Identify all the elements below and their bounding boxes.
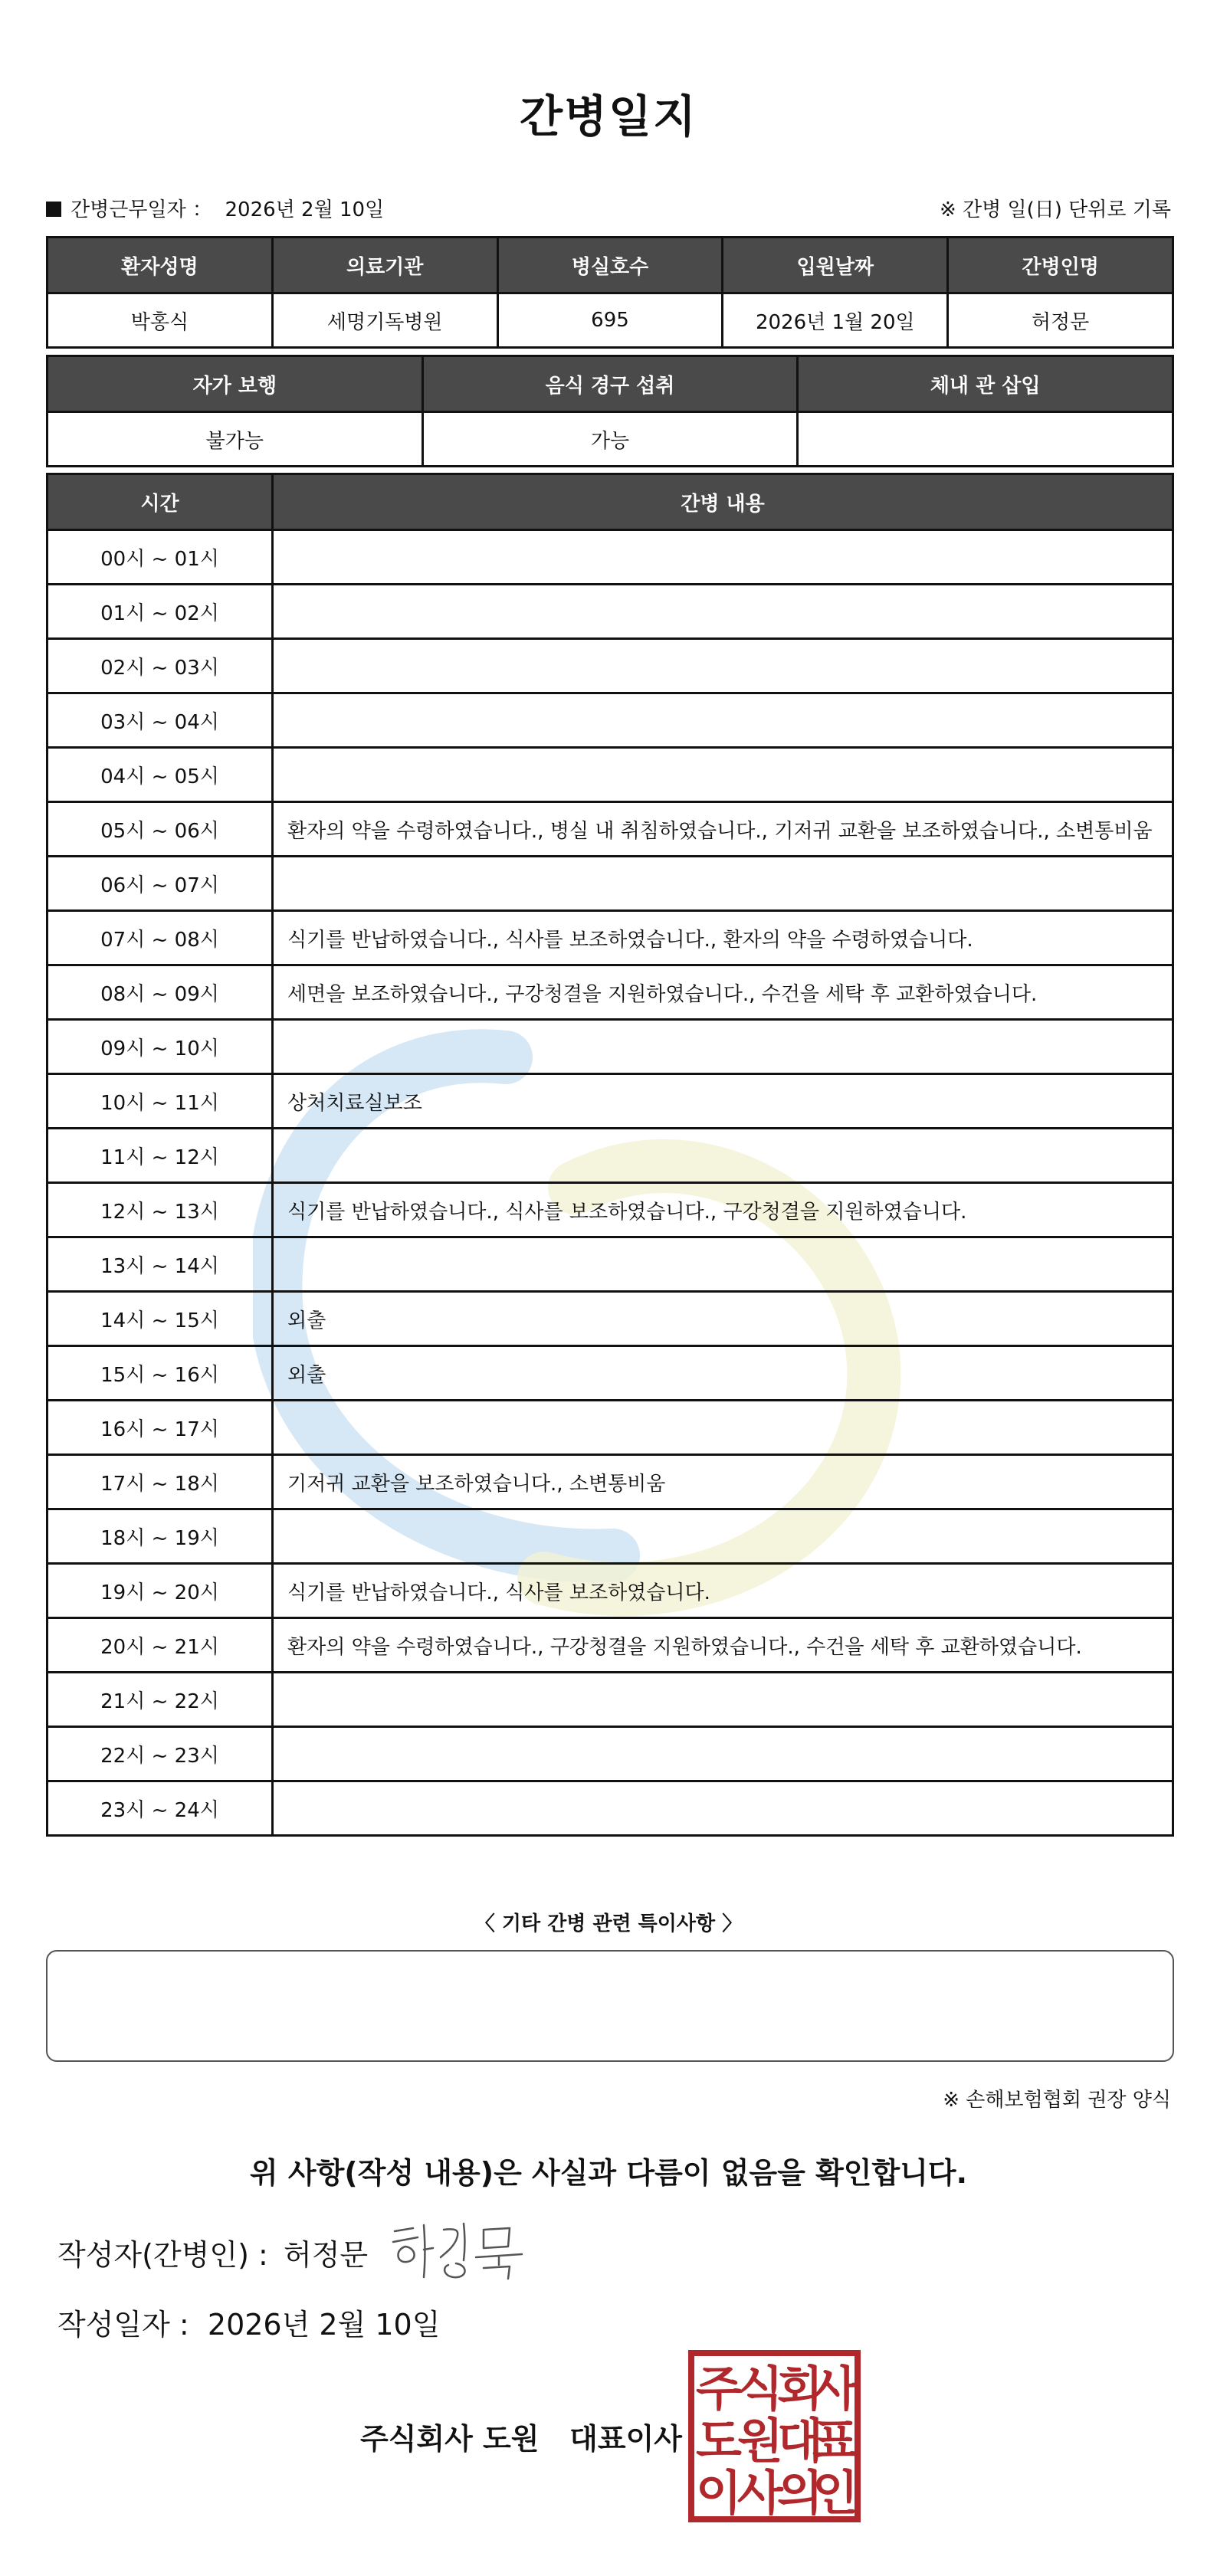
- log-time: 14시 ~ 15시: [48, 1292, 273, 1346]
- care-log-table: [46, 473, 1174, 1837]
- patient-info-table: [46, 236, 1174, 349]
- log-content: [273, 585, 1173, 639]
- writer-label: 작성자(간병인) :: [57, 2238, 268, 2272]
- log-time: 16시 ~ 17시: [48, 1401, 273, 1455]
- log-row: [48, 1781, 1173, 1836]
- confirmation-statement: 위 사항(작성 내용)은 사실과 다름이 없음을 확인합니다.: [249, 2156, 968, 2190]
- log-row: [48, 1618, 1173, 1673]
- log-content: 식기를 반납하였습니다., 식사를 보조하였습니다., 환자의 약을 수령하였습니다.: [273, 911, 1173, 965]
- svg-text:사: 사: [812, 2361, 858, 2417]
- header-oral-intake: 음식 경구 섭취: [422, 356, 798, 412]
- log-row: [48, 530, 1173, 585]
- log-time: 20시 ~ 21시: [48, 1618, 273, 1673]
- log-content: [273, 1727, 1173, 1781]
- log-row: [48, 1564, 1173, 1618]
- log-content: [273, 1781, 1173, 1836]
- svg-text:표: 표: [812, 2413, 858, 2469]
- log-time: 22시 ~ 23시: [48, 1727, 273, 1781]
- log-content: 식기를 반납하였습니다., 식사를 보조하였습니다., 구강청결을 지원하였습니다.: [273, 1183, 1173, 1237]
- log-content: 세면을 보조하였습니다., 구강청결을 지원하였습니다., 수건을 세탁 후 교환하였습니다.: [273, 965, 1173, 1020]
- hospital-name: 세명기독병원: [272, 293, 497, 348]
- log-time: 07시 ~ 08시: [48, 911, 273, 965]
- log-time: 10시 ~ 11시: [48, 1074, 273, 1129]
- write-date-line: [57, 2301, 440, 2343]
- log-content: [273, 1401, 1173, 1455]
- company-seal-stamp: [688, 2350, 861, 2522]
- log-row: [48, 1727, 1173, 1781]
- log-row: [48, 1401, 1173, 1455]
- log-time: 15시 ~ 16시: [48, 1346, 273, 1401]
- room-number: 695: [497, 293, 723, 348]
- log-row: [48, 1020, 1173, 1074]
- log-row: [48, 639, 1173, 693]
- svg-text:도: 도: [696, 2413, 742, 2469]
- special-notes-title: 〈 기타 간병 관련 특이사항 〉: [474, 1912, 743, 1935]
- admission-date: 2026년 1월 20일: [723, 293, 948, 348]
- log-row: [48, 857, 1173, 911]
- svg-text:인: 인: [812, 2465, 858, 2521]
- header-admission-date: 입원날짜: [723, 238, 948, 293]
- svg-text:대: 대: [777, 2413, 823, 2469]
- oral-intake-value: 가능: [422, 412, 798, 467]
- log-row: [48, 1673, 1173, 1727]
- log-content: 외출: [273, 1292, 1173, 1346]
- page-title: 간병일지: [519, 90, 698, 143]
- log-row: [48, 1509, 1173, 1564]
- header-self-walking: 자가 보행: [48, 356, 423, 412]
- log-content: [273, 857, 1173, 911]
- tube-insertion-value: [798, 412, 1173, 467]
- svg-text:식: 식: [737, 2361, 783, 2417]
- log-time: 11시 ~ 12시: [48, 1129, 273, 1183]
- log-content: [273, 1673, 1173, 1727]
- header-caregiver: 간병인명: [948, 238, 1173, 293]
- patient-name: 박홍식: [48, 293, 273, 348]
- header-patient-name: 환자성명: [48, 238, 273, 293]
- record-unit-note: ※ 간병 일(日) 단위로 기록: [939, 198, 1171, 221]
- log-time: 04시 ~ 05시: [48, 748, 273, 802]
- caregiver-name: 허정문: [948, 293, 1173, 348]
- header-tube-insertion: 체내 관 삽입: [798, 356, 1173, 412]
- log-content: [273, 530, 1173, 585]
- company-signature-line: 주식회사 도원 대표이사: [360, 2422, 682, 2456]
- log-content: 환자의 약을 수령하였습니다., 병실 내 취침하였습니다., 기저귀 교환을 보조하였습니다., 소변통비움: [273, 802, 1173, 857]
- recommend-form-note: ※ 손해보험협회 권장 양식: [943, 2089, 1171, 2112]
- special-notes-box: [46, 1950, 1174, 2062]
- log-row: [48, 1346, 1173, 1401]
- log-content: [273, 1020, 1173, 1074]
- handwritten-signature: [387, 2214, 533, 2283]
- log-time: 00시 ~ 01시: [48, 530, 273, 585]
- self-walking-value: 불가능: [48, 412, 423, 467]
- log-content: 상처치료실보조: [273, 1074, 1173, 1129]
- log-time: 17시 ~ 18시: [48, 1455, 273, 1509]
- header-care-content: 간병 내용: [273, 474, 1173, 530]
- write-date-value: 2026년 2월 10일: [207, 2308, 441, 2342]
- svg-text:회: 회: [777, 2361, 823, 2417]
- log-row: [48, 585, 1173, 639]
- svg-text:의: 의: [777, 2465, 823, 2521]
- log-time: 03시 ~ 04시: [48, 693, 273, 748]
- work-date-value: 2026년 2월 10일: [225, 198, 385, 221]
- write-date-label: 작성일자 :: [57, 2308, 189, 2342]
- patient-status-table: [46, 355, 1174, 467]
- header-time: 시간: [48, 474, 273, 530]
- log-time: 23시 ~ 24시: [48, 1781, 273, 1836]
- log-time: 01시 ~ 02시: [48, 585, 273, 639]
- log-time: 19시 ~ 20시: [48, 1564, 273, 1618]
- svg-text:원: 원: [737, 2413, 783, 2469]
- log-content: [273, 693, 1173, 748]
- log-row: [48, 693, 1173, 748]
- log-row: [48, 911, 1173, 965]
- log-time: 06시 ~ 07시: [48, 857, 273, 911]
- svg-text:사: 사: [737, 2465, 783, 2521]
- log-time: 12시 ~ 13시: [48, 1183, 273, 1237]
- log-content: [273, 1509, 1173, 1564]
- log-row: [48, 748, 1173, 802]
- header-hospital: 의료기관: [272, 238, 497, 293]
- log-time: 21시 ~ 22시: [48, 1673, 273, 1727]
- log-time: 18시 ~ 19시: [48, 1509, 273, 1564]
- log-content: 식기를 반납하였습니다., 식사를 보조하였습니다.: [273, 1564, 1173, 1618]
- square-bullet-icon: [46, 202, 61, 217]
- work-date-line: [46, 194, 384, 222]
- log-content: [273, 1129, 1173, 1183]
- work-date-label: 간병근무일자 ：: [71, 198, 212, 221]
- writer-name: 허정문: [284, 2238, 369, 2272]
- log-row: [48, 965, 1173, 1020]
- log-content: [273, 1237, 1173, 1292]
- log-content: [273, 748, 1173, 802]
- log-row: [48, 1074, 1173, 1129]
- header-room: 병실호수: [497, 238, 723, 293]
- log-row: [48, 1129, 1173, 1183]
- log-content: [273, 639, 1173, 693]
- log-time: 13시 ~ 14시: [48, 1237, 273, 1292]
- log-content: 환자의 약을 수령하였습니다., 구강청결을 지원하였습니다., 수건을 세탁 후 교환하였습니다.: [273, 1618, 1173, 1673]
- log-time: 08시 ~ 09시: [48, 965, 273, 1020]
- log-content: 기저귀 교환을 보조하였습니다., 소변통비움: [273, 1455, 1173, 1509]
- log-row: [48, 802, 1173, 857]
- log-time: 05시 ~ 06시: [48, 802, 273, 857]
- log-row: [48, 1455, 1173, 1509]
- log-time: 09시 ~ 10시: [48, 1020, 273, 1074]
- log-row: [48, 1292, 1173, 1346]
- svg-text:주: 주: [696, 2361, 742, 2417]
- svg-text:이: 이: [696, 2465, 742, 2521]
- log-content: 외출: [273, 1346, 1173, 1401]
- log-time: 02시 ~ 03시: [48, 639, 273, 693]
- log-row: [48, 1237, 1173, 1292]
- log-row: [48, 1183, 1173, 1237]
